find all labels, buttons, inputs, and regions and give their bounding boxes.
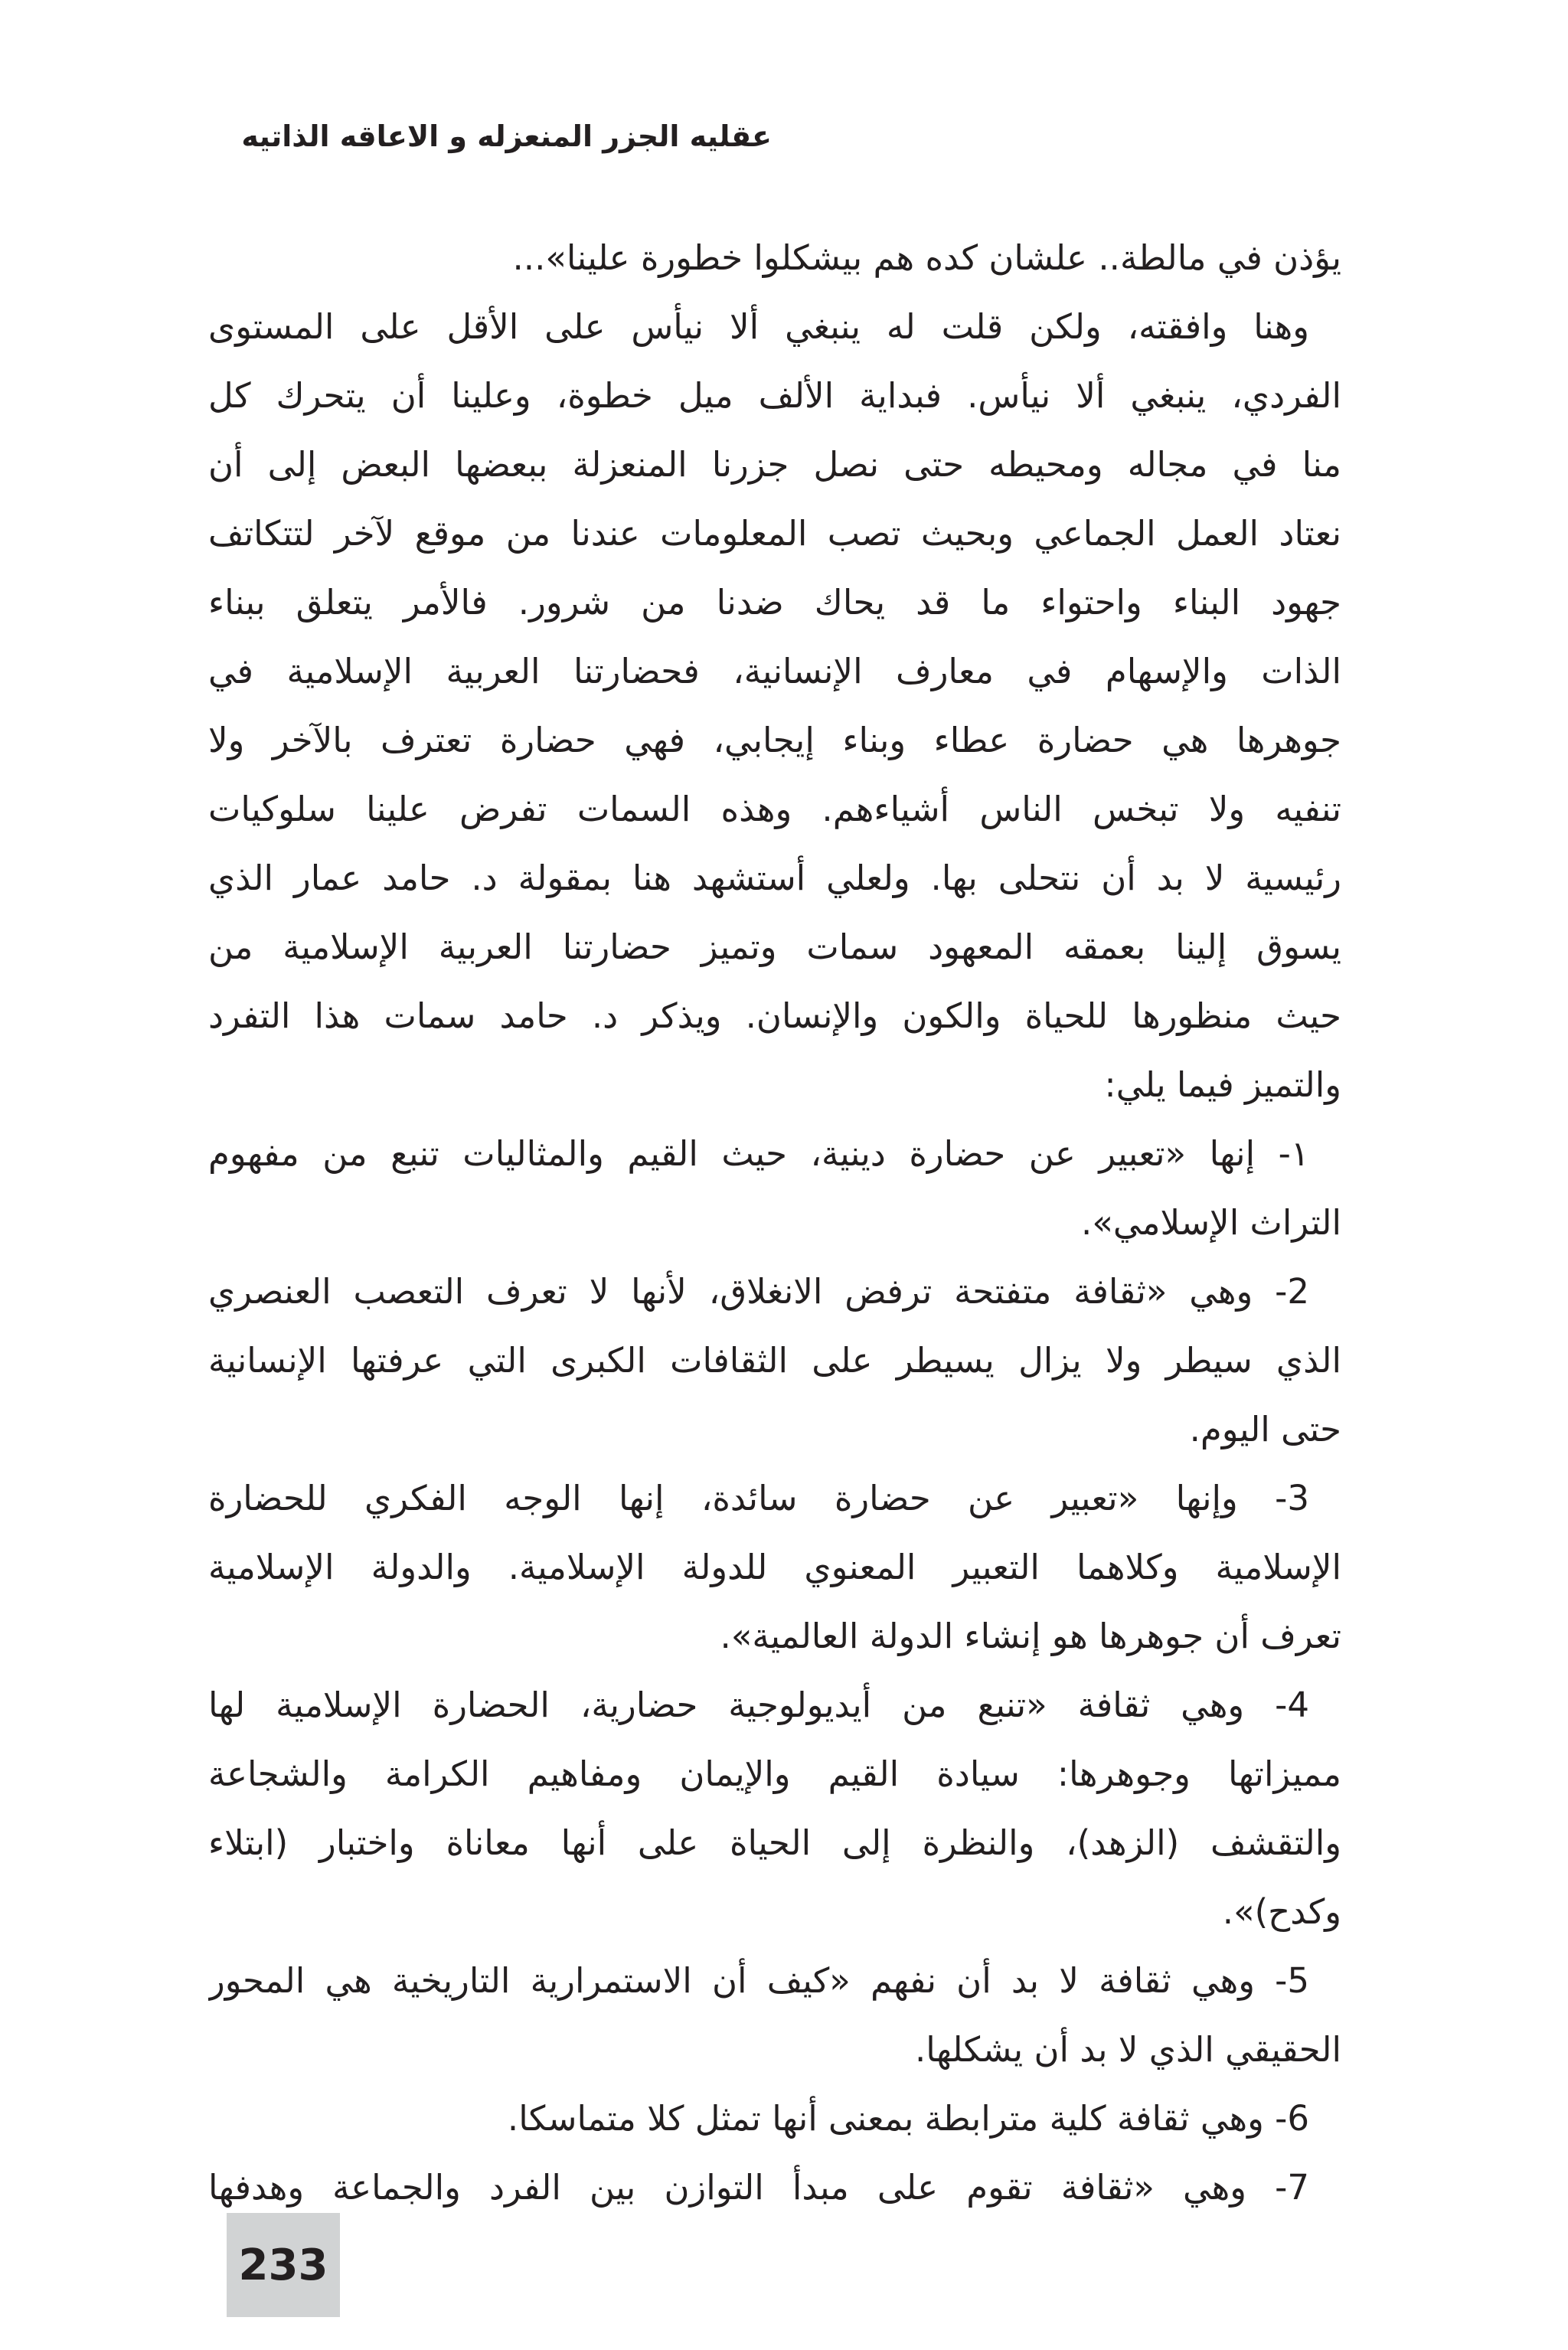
text-line: الفردي، ينبغي ألا نيأس. فبداية الألف ميل خطوة، وعلينا أن يتحرك كل: [208, 375, 1341, 416]
text-line: جوهرها هي حضارة عطاء وبناء إيجابي، فهي حضارة تعترف بالآخر ولا: [208, 720, 1341, 760]
list-item-1: ١- إنها «تعبير عن حضارة دينية، حيث القيم والمثاليات تنبع من مفهوم: [208, 1133, 1309, 1174]
text-line: جهود البناء واحتواء ما قد يحاك ضدنا من شرور. فالأمر يتعلق ببناء: [208, 582, 1341, 623]
text-line: والتميز فيما يلي:: [1104, 1064, 1341, 1105]
page-number-box: [227, 2213, 340, 2317]
text-line: تنفيه ولا تبخس الناس أشياءهم. وهذه السمات تفرض علينا سلوكيات: [208, 789, 1341, 829]
text-line: التراث الإسلامي».: [1081, 1202, 1341, 1243]
list-item-7: 7- وهي «ثقافة تقوم على مبدأ التوازن بين الفرد والجماعة وهدفها: [208, 2167, 1309, 2208]
text-line: منا في مجاله ومحيطه حتى نصل جزرنا المنعزلة ببعضها البعض إلى أن: [208, 444, 1341, 485]
text-line: نعتاد العمل الجماعي وبحيث تصب المعلومات عندنا من موقع لآخر لتتكاتف: [208, 513, 1341, 554]
page-number: 233: [238, 2240, 328, 2290]
text-line: يسوق إلينا بعمقه المعهود سمات وتميز حضارتنا العربية الإسلامية من: [208, 927, 1341, 967]
text-line: مميزاتها وجوهرها: سيادة القيم والإيمان ومفاهيم الكرامة والشجاعة: [208, 1754, 1341, 1794]
text-line: حيث منظورها للحياة والكون والإنسان. ويذكر د. حامد سمات هذا التفرد: [208, 995, 1341, 1036]
list-item-3: 3- وإنها «تعبير عن حضارة سائدة، إنها الوجه الفكري للحضارة: [208, 1478, 1309, 1518]
text-line: حتى اليوم.: [1189, 1409, 1341, 1450]
text-line: الذات والإسهام في معارف الإنسانية، فحضارتنا العربية الإسلامية في: [208, 651, 1341, 691]
list-item-2: 2- وهي «ثقافة متفتحة ترفض الانغلاق، لأنها لا تعرف التعصب العنصري: [208, 1271, 1309, 1312]
text-line: الإسلامية وكلاهما التعبير المعنوي للدولة الإسلامية. والدولة الإسلامية: [208, 1547, 1341, 1587]
text-line: وهنا وافقته، ولكن قلت له ينبغي ألا نيأس على الأقل على المستوى: [208, 306, 1309, 347]
text-line: الذي سيطر ولا يزال يسيطر على الثقافات الكبرى التي عرفتها الإنسانية: [208, 1340, 1341, 1381]
text-line: يؤذن في مالطة.. علشان كده هم بيشكلوا خطورة علينا»...: [512, 237, 1341, 278]
list-item-4: 4- وهي ثقافة «تنبع من أيديولوجية حضارية، الحضارة الإسلامية لها: [208, 1685, 1309, 1725]
text-line: الحقيقي الذي لا بد أن يشكلها.: [915, 2029, 1341, 2070]
text-line: رئيسية لا بد أن نتحلى بها. ولعلي أستشهد هنا بمقولة د. حامد عمار الذي: [208, 858, 1341, 898]
list-item-5: 5- وهي ثقافة لا بد أن نفهم «كيف أن الاستمرارية التاريخية هي المحور: [208, 1960, 1309, 2001]
text-line: تعرف أن جوهرها هو إنشاء الدولة العالمية».: [720, 1616, 1341, 1656]
body-text: [208, 224, 1341, 2222]
text-line: وكدح)».: [1222, 1891, 1341, 1932]
running-header-title: عقليه الجزر المنعزله و الاعاقه الذاتيه: [241, 119, 772, 153]
text-line: والتقشف (الزهد)، والنظرة إلى الحياة على أنها معاناة واختبار (ابتلاء: [208, 1822, 1341, 1863]
list-item-6: 6- وهي ثقافة كلية مترابطة بمعنى أنها تمثل كلا متماسكا.: [507, 2098, 1309, 2139]
